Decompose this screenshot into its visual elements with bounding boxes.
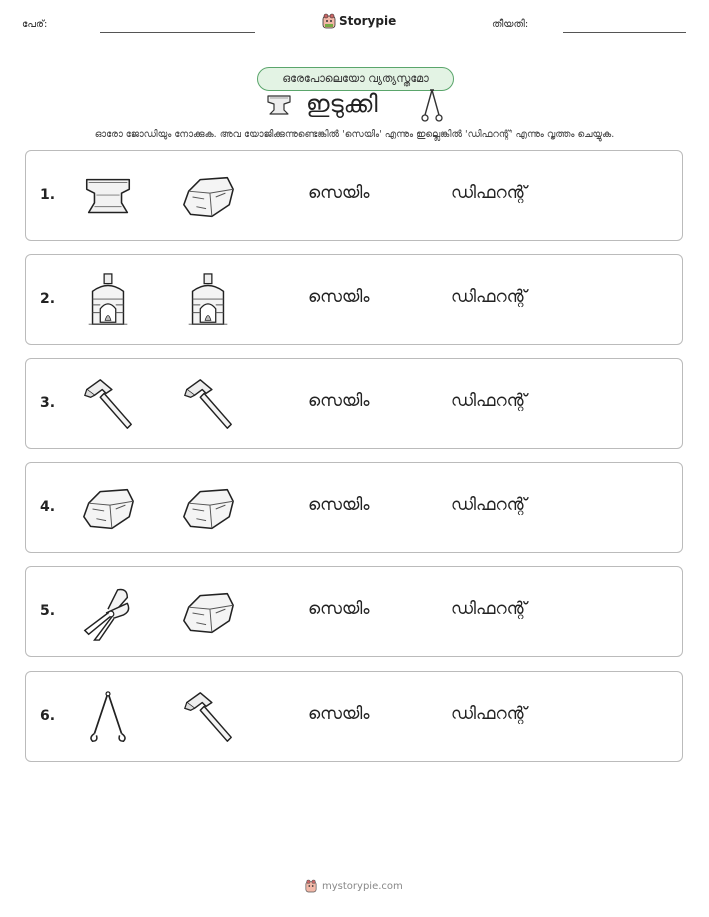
question-number: 4. [40,499,56,515]
question-row [25,254,683,345]
pliers-icon [79,584,137,642]
question-number: 6. [40,708,56,724]
question-number: 3. [40,395,56,411]
date-line[interactable] [563,32,686,33]
brand-name: Storypie [339,14,397,28]
question-row [25,671,683,762]
hammer-icon [179,376,237,434]
footer-url[interactable]: mystorypie.com [322,880,403,892]
rock-icon [179,480,237,538]
anvil-icon [79,168,137,226]
tongs-icon [420,88,444,124]
hammer-icon [79,376,137,434]
same-option[interactable]: സെയിം [308,183,370,203]
title-area [262,88,452,124]
hammer-icon [179,689,237,747]
same-option[interactable]: സെയിം [308,495,370,515]
date-label: തീയതി: [492,19,529,30]
rock-icon [179,168,237,226]
different-option[interactable]: ഡിഫറന്റ് [451,599,527,619]
storypie-mascot-icon [305,879,317,893]
page-title: ഇടുക്കി [306,90,378,118]
same-option[interactable]: സെയിം [308,704,370,724]
rock-icon [79,480,137,538]
question-row [25,462,683,553]
question-row [25,150,683,241]
name-line[interactable] [100,32,255,33]
question-row [25,566,683,657]
question-number: 2. [40,291,56,307]
brand-logo [322,13,396,29]
different-option[interactable]: ഡിഫറന്റ് [451,704,527,724]
rock-icon [179,584,237,642]
same-option[interactable]: സെയിം [308,391,370,411]
different-option[interactable]: ഡിഫറന്റ് [451,183,527,203]
different-option[interactable]: ഡിഫറന്റ് [451,495,527,515]
anvil-icon [264,92,294,118]
furnace-icon [79,272,137,330]
different-option[interactable]: ഡിഫറന്റ് [451,287,527,307]
question-number: 5. [40,603,56,619]
storypie-mascot-icon [322,13,336,29]
furnace-icon [179,272,237,330]
same-option[interactable]: സെയിം [308,287,370,307]
question-number: 1. [40,187,56,203]
same-option[interactable]: സെയിം [308,599,370,619]
activity-badge: ഒരേപോലെയോ വ്യത്യസ്തമോ [257,67,454,91]
different-option[interactable]: ഡിഫറന്റ് [451,391,527,411]
name-label: പേര്: [22,19,48,30]
question-row [25,358,683,449]
tongs-icon [79,689,137,747]
instructions: ഓരോ ജോഡിയും നോക്കുക. അവ യോജിക്കുന്നുണ്ടെങ്കിൽ 'സെയിം' എന്നും ഇല്ലെങ്കിൽ 'ഡിഫറന്റ്' എന്നും വൃത്തം ചെയ്യുക. [94,129,615,140]
footer [305,879,403,893]
